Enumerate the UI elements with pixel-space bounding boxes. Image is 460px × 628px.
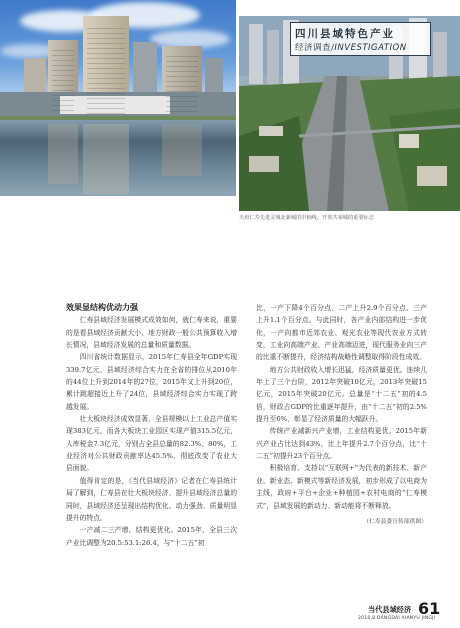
paragraph: 仁寿县域经济发展模式成效如何，就仁寿来说，重要的是看县域经济贡献大小、地方财政一般公共预算收入增长情况，县域经济发展的总量和质量数据。 — [66, 316, 237, 350]
paragraph: 积极培育、支持以“互联网+”为代表的新技术、新产业、新业态、新模式等新经济发展，初步形成了以电商为主线，政府+平台+企业+种植园+农村电商的“仁寿模式”，县域发展的新动力、新动能将不断释放。 — [256, 464, 427, 510]
paragraph: 比，一产下降4个百分点、二产上升2.9个百分点、三产上升1.1个百分点。与此同时，各产业内部结构进一步优化，一产向都市近郊农业、观光农业等现代农业方式转变，工业向高端产业、产业高端迈进，现代服务业向三产的比重不断提升，经济结构战略性调整取得阶段性成效。 — [256, 304, 427, 362]
page-number: 61 — [418, 599, 441, 618]
paragraph: 地方公共财政收入增长迅猛，经济质量更优。连续几年上了三个台阶，2012年突破10亿元，2013年突破15亿元，2015年突破20亿元。总量是“十二五”初的4.5倍，财政占GDP的比重逐年提升，由“十二五”初的2.5%提升至6%，彰显了经济质量的大幅跃升。 — [256, 365, 427, 424]
photo-credit: （仁寿县委宣传部供图） — [363, 518, 427, 525]
feature-subtitle-en: INVESTIGATION — [334, 43, 407, 53]
paragraph: 壮大板块经济成效显著，全县规模以上工业总产值实现383亿元，而各大板块工业园区实现产值315.5亿元，人库税金7.3亿元，分别占全县总量的82.3%、80%，工业经济对公共财政贡献率达45.5%，彻底改变了农业大县面貌。 — [66, 415, 237, 473]
city-skyline-photo — [0, 0, 236, 196]
feature-subtitle-cn: 经济调查 — [295, 43, 332, 53]
paragraph: 四川省统计数据显示，2015年仁寿县全年GDP实现339.7亿元，县域经济综合实力在全省的排位从2010年的44位上升到2014年的27位，2015年又上升到20位，累计跳超接近上升了24位，县域经济综合实力实现了跨越发展。 — [66, 353, 237, 411]
photo-caption: 天府仁寿先进灵城北新城的中轴线，开放共荣城的重要标志 — [239, 215, 374, 221]
article-column-left — [66, 302, 237, 549]
article-column-right — [256, 302, 427, 528]
magazine-name: 当代县域经济 — [368, 605, 412, 614]
paragraph: 传统产业减新兴产业增，工业结构更优。2015年新兴产业占比达到43%，比上年提升2.7个百分点，比“十二五”初提升23个百分点。 — [256, 427, 427, 461]
feature-subtitle — [295, 41, 407, 53]
feature-title: 四川县域特色产业 — [295, 28, 395, 40]
section-heading: 效果显结构优动力强 — [66, 303, 138, 312]
paragraph: 一产减二三产增，结构更优化。2015年，全县三次产业比调整为20.5:53.1:26.4，与“十二五”初 — [66, 526, 237, 547]
magazine-issue: 2016.8 DANGDAI XIANYU JINGJI — [358, 616, 436, 621]
feature-subtitle-slash: / — [331, 43, 335, 53]
feature-title-box — [290, 22, 431, 56]
paragraph: 值得肯定的是，《当代县域经济》记者在仁寿县统计局了解到，仁寿县在壮大板块经济、提升县域经济总量的同时，县域经济还呈现出结构优化、动力强劲、质量明显提升的特点。 — [66, 476, 237, 522]
